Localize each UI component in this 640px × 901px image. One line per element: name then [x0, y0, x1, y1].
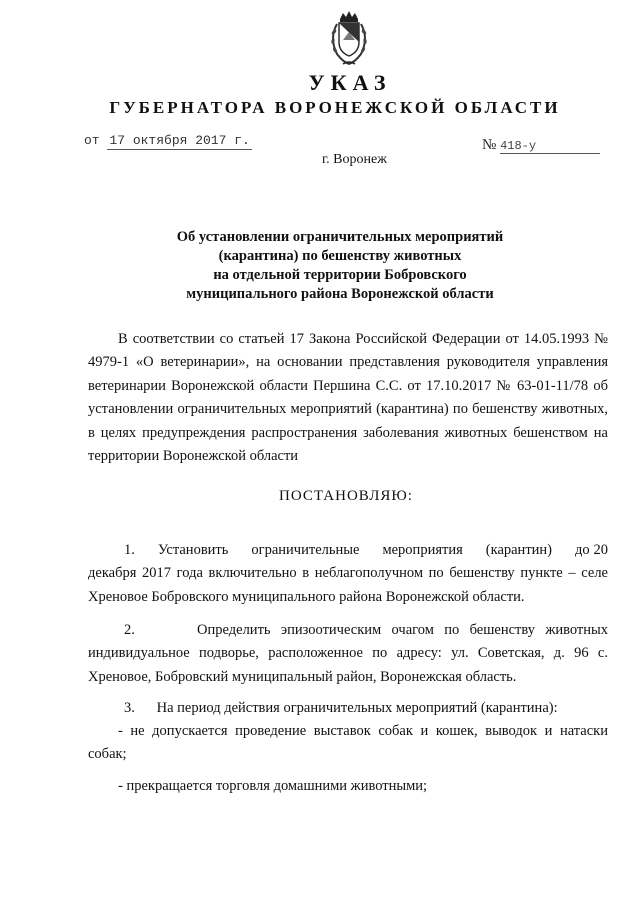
subject-line: на отдельной территории Бобровского — [213, 267, 467, 283]
date-value: 17 октября 2017 г. — [109, 133, 250, 148]
subject-line: муниципального района Воронежской области — [186, 286, 494, 302]
number-value: 418-у — [500, 139, 600, 154]
document-city: г. Воронеж — [322, 152, 387, 167]
document-date — [84, 133, 252, 148]
number-prefix: № — [482, 137, 497, 153]
subject-line: (карантина) по бешенству животных — [218, 248, 462, 264]
document-number — [482, 137, 600, 154]
decree-subitem-1: - не допускается проведение выставок собак и кошек, выводок и натаски собак; — [88, 723, 608, 763]
decree-item-1: 1. Установить ограничительные мероприятия (карантин) до 20 декабря 2017 года включительно в неблагополучном по бешенству пункте – селе Хреновое Бобровского муниципального района Воронежской области. — [88, 542, 612, 605]
document-issuer: ГУБЕРНАТОРА ВОРОНЕЖСКОЙ ОБЛАСТИ — [109, 98, 561, 117]
document-subject — [100, 228, 580, 304]
date-prefix: от — [84, 133, 100, 148]
preamble-paragraph: В соответствии со статьей 17 Закона Российской Федерации от 14.05.1993 № 4979-1 «О ветеринарии», на основании представления руководителя управления ветеринарии Воронежской области Першина С.С. от 17.10.2017 № 63-01-11/78 об установлении ограничительных мероприятий (карантина) по бешенству животных, в целях предупреждения распространения заболевания животных бешенством на территории Воронежской области — [88, 331, 608, 465]
decree-item-2: 2. Определить эпизоотическим очагом по бешенству животных индивидуальное подворье, расположенное по адресу: ул. Советская, д. 96 с. Хреновое, Бобровский муниципальный район, Воронежская область. — [88, 622, 612, 685]
document-title: УКАЗ — [308, 70, 392, 95]
decree-subitem-2: - прекращается торговля домашними животными; — [118, 778, 428, 794]
coat-of-arms-emblem — [325, 10, 373, 68]
subject-line: Об установлении ограничительных мероприятий — [176, 229, 504, 245]
decree-item-3: 3. На период действия ограничительных мероприятий (карантина): — [124, 700, 558, 716]
decree-heading: ПОСТАНОВЛЯЮ: — [279, 488, 413, 504]
